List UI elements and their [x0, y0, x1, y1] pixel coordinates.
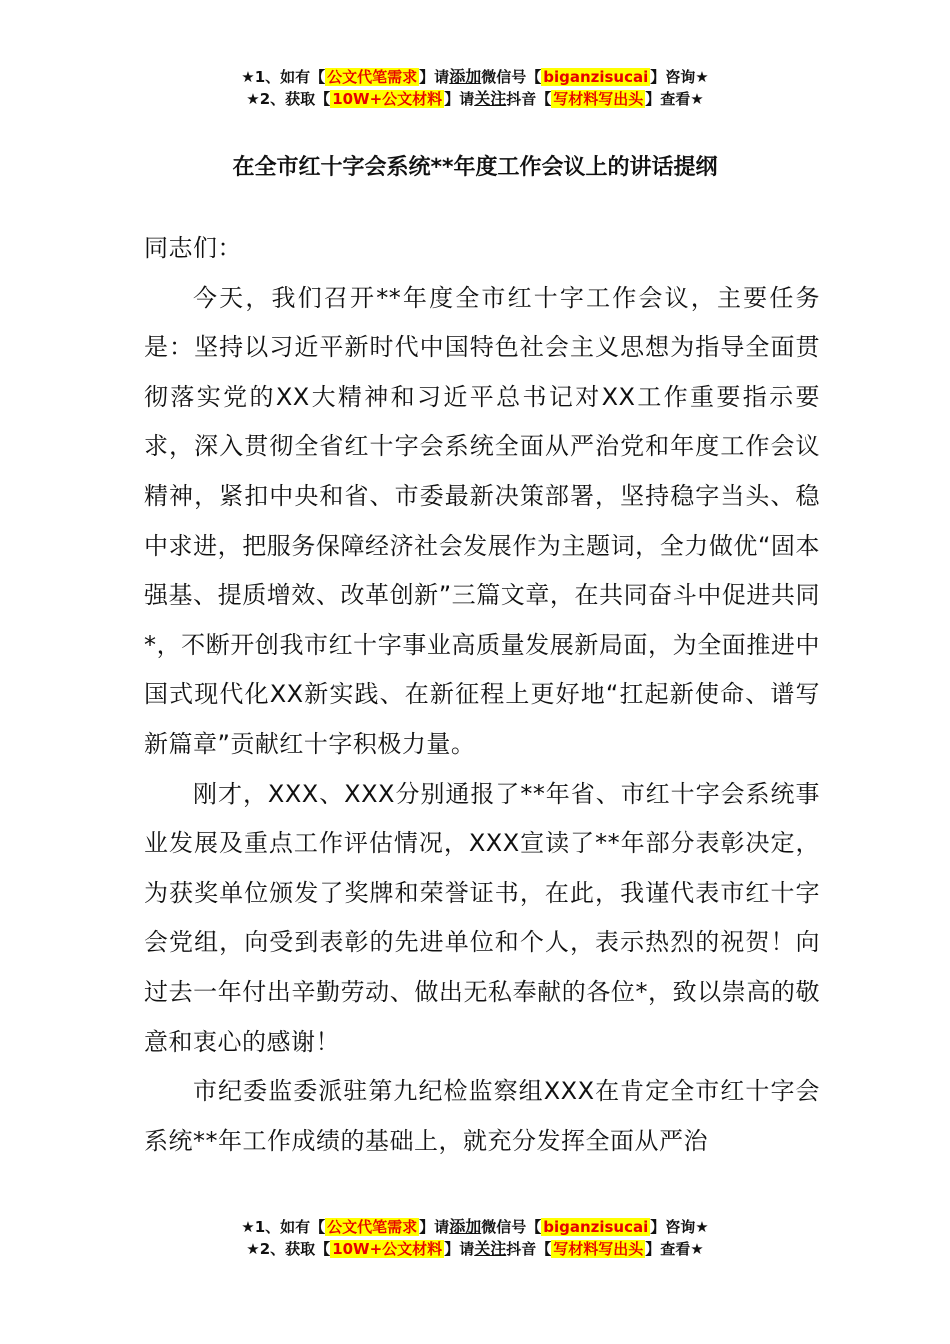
banner-text: 微信号【: [481, 1218, 542, 1236]
header-banner: [0, 66, 950, 110]
banner-highlight: biganzisucai: [543, 68, 649, 86]
banner-emphasis: 添加: [449, 1217, 482, 1236]
paragraph: 市纪委监委派驻第九纪检监察组XXX在肯定全市红十字会系统**年工作成绩的基础上，就充分发挥全面从严治: [144, 1077, 820, 1155]
banner-text: 抖音【: [506, 90, 552, 108]
footer-banner: [0, 1216, 950, 1260]
paragraph: 刚才，XXX、XXX分别通报了**年省、市红十字会系统事业发展及重点工作评估情况，XXX宣读了**年部分表彰决定，为获奖单位颁发了奖牌和荣誉证书，在此，我谨代表市红十字会党组，向受到表彰的先进单位和个人，表示热烈的祝贺！向过去一年付出辛勤劳动、做出无私奉献的各位*，致以崇高的敬意和衷心的感谢！: [144, 779, 820, 1056]
banner-text: ★2、获取【: [246, 1240, 331, 1258]
banner-highlight: 写材料写出头: [553, 1240, 644, 1258]
banner-highlight: 写材料写出头: [553, 90, 644, 108]
banner-highlight: 公文代笔需求: [327, 68, 418, 86]
banner-text: 】查看★: [645, 1240, 704, 1258]
document-title: 在全市红十字会系统**年度工作会议上的讲话提纲: [232, 155, 718, 180]
salutation: 同志们：: [144, 234, 242, 262]
banner-text: 】请: [444, 1240, 475, 1258]
banner-text: 】请: [444, 90, 475, 108]
banner-highlight: 10W+公文材料: [332, 90, 443, 108]
banner-highlight: biganzisucai: [543, 1218, 649, 1236]
banner-highlight: 公文代笔需求: [327, 1218, 418, 1236]
banner-line-2: [0, 88, 950, 110]
banner-text: 】请: [419, 68, 450, 86]
banner-text: 】查看★: [645, 90, 704, 108]
banner-text: 】咨询★: [650, 1218, 709, 1236]
banner-emphasis: 添加: [449, 67, 482, 86]
banner-text: ★1、如有【: [241, 68, 326, 86]
banner-emphasis: 关注: [474, 89, 507, 108]
banner-text: 】咨询★: [650, 68, 709, 86]
banner-text: ★1、如有【: [241, 1218, 326, 1236]
banner-text: ★2、获取【: [246, 90, 331, 108]
banner-line-2: [0, 1238, 950, 1260]
banner-highlight: 10W+公文材料: [332, 1240, 443, 1258]
banner-line-1: [0, 66, 950, 88]
banner-text: 】请: [419, 1218, 450, 1236]
banner-line-1: [0, 1216, 950, 1238]
document-body: [144, 224, 820, 1166]
banner-emphasis: 关注: [474, 1239, 507, 1258]
banner-text: 微信号【: [481, 68, 542, 86]
banner-text: 抖音【: [506, 1240, 552, 1258]
paragraph: 今天，我们召开**年度全市红十字工作会议，主要任务是：坚持以习近平新时代中国特色社会主义思想为指导全面贯彻落实党的XX大精神和习近平总书记对XX工作重要指示要求，深入贯彻全省红十字会系统全面从严治党和年度工作会议精神，紧扣中央和省、市委最新决策部署，坚持稳字当头、稳中求进，把服务保障经济社会发展作为主题词，全力做优“固本强基、提质增效、改革创新”三篇文章，在共同奋斗中促进共同*，不断开创我市红十字事业高质量发展新局面，为全面推进中国式现代化XX新实践、在新征程上更好地“扛起新使命、谱写新篇章”贡献红十字积极力量。: [144, 283, 820, 758]
